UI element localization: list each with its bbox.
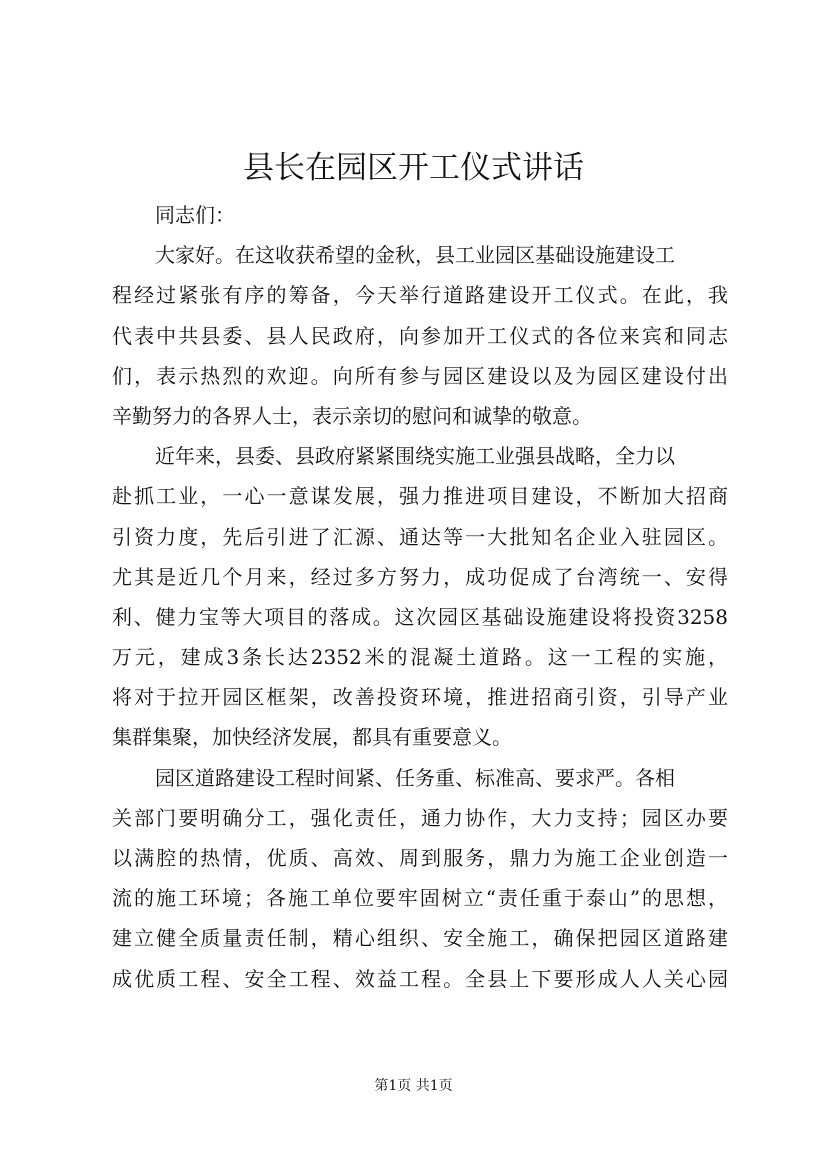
paragraph-3-line-5: 建立健全质量责任制，精心组织、安全施工，确保把园区道路建: [112, 926, 728, 951]
paragraph-2-line-8: 集群集聚，加快经济发展，都具有重要意义。: [112, 725, 512, 750]
paragraph-1-line-2: 程经过紧张有序的筹备，今天举行道路建设开工仪式。在此，我: [112, 283, 728, 308]
paragraph-1-line-5: 辛勤努力的各界人士，表示亲切的慰问和诚挚的敬意。: [112, 403, 592, 428]
page-footer: 第1页 共1页: [374, 1078, 453, 1094]
paragraph-2-line-5: 利、健力宝等大项目的落成。这次园区基础设施建设将投资3258: [112, 604, 728, 629]
paragraph-2-line-7: 将对于拉开园区框架，改善投资环境，推进招商引资，引导产业: [112, 685, 728, 710]
paragraph-2-line-1: 近年来，县委、县政府紧紧围绕实施工业强县战略，全力以: [155, 444, 675, 469]
salutation-line: 同志们：: [155, 203, 235, 227]
paragraph-1-line-3: 代表中共县委、县人民政府，向参加开工仪式的各位来宾和同志: [112, 323, 728, 348]
paragraph-3-line-2: 关部门要明确分工，强化责任，通力协作，大力支持；园区办要: [112, 805, 728, 830]
paragraph-3-line-4: 流的施工环境；各施工单位要牢固树立“责任重于泰山”的思想，: [112, 886, 728, 911]
paragraph-1-line-1: 大家好。在这收获希望的金秋，县工业园区基础设施建设工: [155, 243, 675, 268]
paragraph-2-line-2: 赴抓工业，一心一意谋发展，强力推进项目建设，不断加大招商: [112, 484, 728, 509]
paragraph-3-line-1: 园区道路建设工程时间紧、任务重、标准高、要求严。各相: [155, 765, 675, 790]
paragraph-3-line-3: 以满腔的热情，优质、高效、周到服务，鼎力为施工企业创造一: [112, 846, 728, 870]
paragraph-2-line-4: 尤其是近几个月来，经过多方努力，成功促成了台湾统一、安得: [112, 564, 728, 589]
document-title: 县长在园区开工仪式讲话: [243, 150, 584, 186]
paragraph-2-line-6: 万元，建成3条长达2352米的混凝土道路。这一工程的实施，: [112, 645, 728, 670]
paragraph-3-line-6: 成优质工程、安全工程、效益工程。全县上下要形成人人关心园: [112, 966, 728, 991]
paragraph-2-line-3: 引资力度，先后引进了汇源、通达等一大批知名企业入驻园区。: [112, 524, 728, 549]
document-body: [112, 195, 728, 999]
paragraph-1-line-4: 们，表示热烈的欢迎。向所有参与园区建设以及为园区建设付出: [112, 363, 728, 388]
